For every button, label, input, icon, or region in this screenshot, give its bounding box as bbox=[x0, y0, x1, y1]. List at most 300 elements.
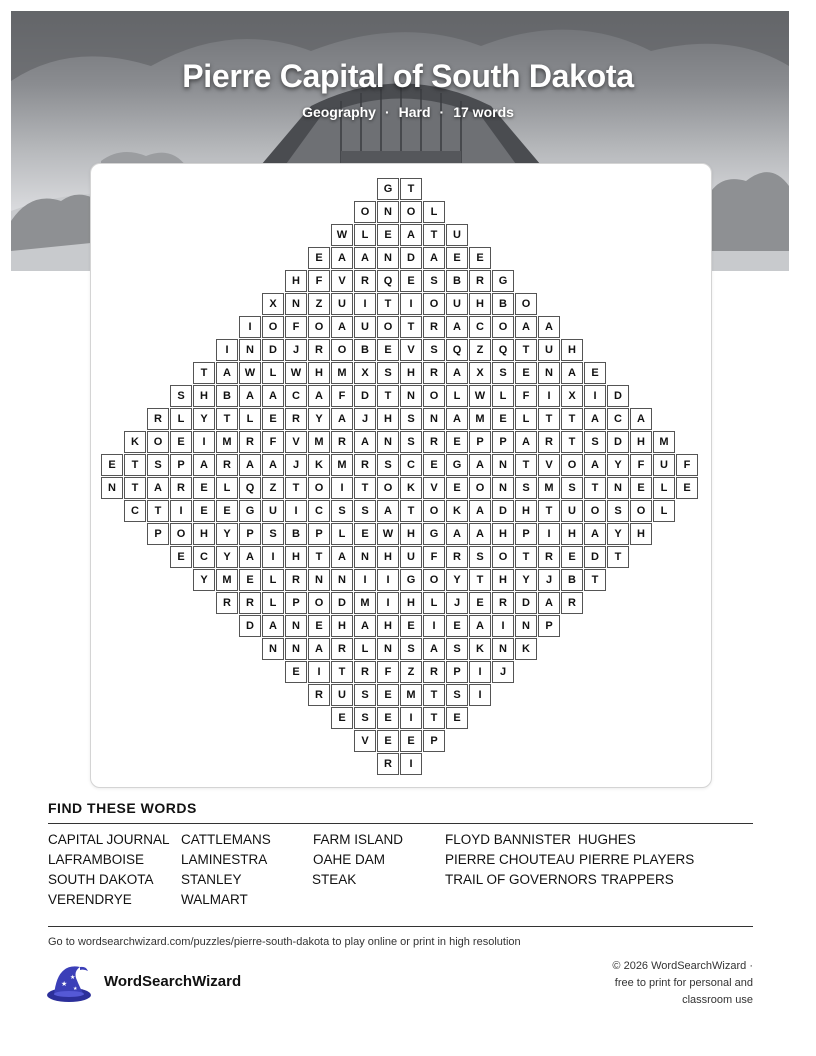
grid-cell[interactable]: O bbox=[354, 201, 376, 223]
grid-cell[interactable]: I bbox=[216, 339, 238, 361]
grid-cell[interactable]: Y bbox=[515, 569, 537, 591]
grid-cell[interactable]: S bbox=[400, 408, 422, 430]
grid-cell[interactable]: R bbox=[377, 753, 399, 775]
grid-cell[interactable]: S bbox=[561, 477, 583, 499]
grid-cell[interactable]: A bbox=[584, 408, 606, 430]
grid-cell[interactable]: A bbox=[469, 454, 491, 476]
grid-cell[interactable]: N bbox=[423, 408, 445, 430]
grid-cell[interactable]: Y bbox=[607, 523, 629, 545]
grid-cell[interactable]: X bbox=[262, 293, 284, 315]
grid-cell[interactable]: O bbox=[331, 339, 353, 361]
grid-cell[interactable]: E bbox=[584, 362, 606, 384]
grid-cell[interactable]: I bbox=[423, 615, 445, 637]
grid-cell[interactable]: A bbox=[469, 523, 491, 545]
grid-cell[interactable]: G bbox=[239, 500, 261, 522]
grid-cell[interactable]: S bbox=[423, 270, 445, 292]
grid-cell[interactable]: O bbox=[147, 431, 169, 453]
grid-cell[interactable]: H bbox=[515, 500, 537, 522]
grid-cell[interactable]: P bbox=[446, 661, 468, 683]
grid-cell[interactable]: N bbox=[492, 477, 514, 499]
grid-cell[interactable]: T bbox=[515, 454, 537, 476]
grid-cell[interactable]: R bbox=[354, 454, 376, 476]
grid-cell[interactable]: H bbox=[308, 362, 330, 384]
grid-cell[interactable]: I bbox=[262, 546, 284, 568]
grid-cell[interactable]: E bbox=[262, 408, 284, 430]
grid-cell[interactable]: Z bbox=[469, 339, 491, 361]
grid-cell[interactable]: E bbox=[423, 454, 445, 476]
grid-cell[interactable]: I bbox=[492, 615, 514, 637]
grid-cell[interactable]: F bbox=[515, 385, 537, 407]
grid-cell[interactable]: B bbox=[446, 270, 468, 292]
grid-cell[interactable]: X bbox=[469, 362, 491, 384]
grid-cell[interactable]: R bbox=[308, 339, 330, 361]
grid-cell[interactable]: H bbox=[630, 431, 652, 453]
grid-cell[interactable]: O bbox=[423, 569, 445, 591]
grid-cell[interactable]: Q bbox=[492, 339, 514, 361]
grid-cell[interactable]: D bbox=[607, 385, 629, 407]
grid-cell[interactable]: S bbox=[469, 546, 491, 568]
grid-cell[interactable]: E bbox=[446, 615, 468, 637]
grid-cell[interactable]: P bbox=[285, 592, 307, 614]
grid-cell[interactable]: N bbox=[101, 477, 123, 499]
grid-cell[interactable]: R bbox=[561, 592, 583, 614]
grid-cell[interactable]: N bbox=[515, 615, 537, 637]
grid-cell[interactable]: E bbox=[630, 477, 652, 499]
grid-cell[interactable]: G bbox=[400, 569, 422, 591]
grid-cell[interactable]: E bbox=[377, 730, 399, 752]
grid-cell[interactable]: I bbox=[331, 477, 353, 499]
grid-cell[interactable]: E bbox=[308, 615, 330, 637]
grid-cell[interactable]: A bbox=[331, 247, 353, 269]
grid-cell[interactable]: Q bbox=[377, 270, 399, 292]
grid-cell[interactable]: A bbox=[216, 362, 238, 384]
grid-cell[interactable]: T bbox=[561, 431, 583, 453]
grid-cell[interactable]: E bbox=[377, 339, 399, 361]
grid-cell[interactable]: T bbox=[423, 684, 445, 706]
grid-cell[interactable]: S bbox=[400, 431, 422, 453]
grid-cell[interactable]: N bbox=[377, 201, 399, 223]
grid-cell[interactable]: E bbox=[216, 500, 238, 522]
grid-cell[interactable]: E bbox=[308, 247, 330, 269]
grid-cell[interactable]: T bbox=[400, 316, 422, 338]
grid-cell[interactable]: E bbox=[400, 615, 422, 637]
grid-cell[interactable]: O bbox=[377, 477, 399, 499]
grid-cell[interactable]: U bbox=[400, 546, 422, 568]
grid-cell[interactable]: S bbox=[423, 339, 445, 361]
grid-cell[interactable]: S bbox=[492, 362, 514, 384]
grid-cell[interactable]: N bbox=[492, 454, 514, 476]
grid-cell[interactable]: Z bbox=[262, 477, 284, 499]
grid-cell[interactable]: R bbox=[538, 431, 560, 453]
grid-cell[interactable]: I bbox=[308, 661, 330, 683]
grid-cell[interactable]: N bbox=[538, 362, 560, 384]
grid-cell[interactable]: M bbox=[216, 569, 238, 591]
grid-cell[interactable]: E bbox=[469, 247, 491, 269]
grid-cell[interactable]: E bbox=[193, 477, 215, 499]
grid-cell[interactable]: U bbox=[561, 500, 583, 522]
grid-cell[interactable]: E bbox=[469, 592, 491, 614]
grid-cell[interactable]: A bbox=[515, 431, 537, 453]
grid-cell[interactable]: H bbox=[469, 293, 491, 315]
grid-cell[interactable]: T bbox=[538, 408, 560, 430]
grid-cell[interactable]: E bbox=[446, 707, 468, 729]
grid-cell[interactable]: J bbox=[538, 569, 560, 591]
grid-cell[interactable]: A bbox=[193, 454, 215, 476]
grid-cell[interactable]: M bbox=[400, 684, 422, 706]
grid-cell[interactable]: W bbox=[469, 385, 491, 407]
grid-cell[interactable]: M bbox=[538, 477, 560, 499]
grid-cell[interactable]: N bbox=[400, 385, 422, 407]
grid-cell[interactable]: S bbox=[515, 477, 537, 499]
grid-cell[interactable]: P bbox=[308, 523, 330, 545]
grid-cell[interactable]: K bbox=[400, 477, 422, 499]
grid-cell[interactable]: A bbox=[538, 316, 560, 338]
grid-cell[interactable]: S bbox=[377, 454, 399, 476]
grid-cell[interactable]: S bbox=[170, 385, 192, 407]
grid-cell[interactable]: E bbox=[377, 224, 399, 246]
grid-cell[interactable]: I bbox=[469, 661, 491, 683]
grid-cell[interactable]: O bbox=[423, 500, 445, 522]
grid-cell[interactable]: H bbox=[561, 523, 583, 545]
footer-link-text[interactable]: Go to wordsearchwizard.com/puzzles/pierre-south-dakota to play online or print in high resolution bbox=[48, 936, 521, 948]
grid-cell[interactable]: S bbox=[584, 431, 606, 453]
grid-cell[interactable]: T bbox=[193, 362, 215, 384]
grid-cell[interactable]: R bbox=[469, 270, 491, 292]
grid-cell[interactable]: A bbox=[239, 385, 261, 407]
grid-cell[interactable]: O bbox=[584, 500, 606, 522]
grid-cell[interactable]: S bbox=[446, 638, 468, 660]
grid-cell[interactable]: B bbox=[354, 339, 376, 361]
grid-cell[interactable]: R bbox=[285, 408, 307, 430]
grid-cell[interactable]: R bbox=[147, 408, 169, 430]
grid-cell[interactable]: A bbox=[147, 477, 169, 499]
grid-cell[interactable]: D bbox=[584, 546, 606, 568]
grid-cell[interactable]: H bbox=[492, 523, 514, 545]
grid-cell[interactable]: H bbox=[630, 523, 652, 545]
grid-cell[interactable]: I bbox=[377, 592, 399, 614]
grid-cell[interactable]: T bbox=[147, 500, 169, 522]
grid-cell[interactable]: F bbox=[676, 454, 698, 476]
grid-cell[interactable]: H bbox=[400, 523, 422, 545]
grid-cell[interactable]: T bbox=[124, 477, 146, 499]
grid-cell[interactable]: B bbox=[561, 569, 583, 591]
grid-cell[interactable]: A bbox=[331, 408, 353, 430]
grid-cell[interactable]: R bbox=[423, 362, 445, 384]
grid-cell[interactable]: C bbox=[124, 500, 146, 522]
grid-cell[interactable]: T bbox=[400, 178, 422, 200]
grid-cell[interactable]: A bbox=[423, 638, 445, 660]
grid-cell[interactable]: E bbox=[400, 730, 422, 752]
grid-cell[interactable]: V bbox=[423, 477, 445, 499]
grid-cell[interactable]: O bbox=[423, 385, 445, 407]
grid-cell[interactable]: E bbox=[400, 270, 422, 292]
grid-cell[interactable]: V bbox=[331, 270, 353, 292]
grid-cell[interactable]: R bbox=[423, 431, 445, 453]
grid-cell[interactable]: S bbox=[354, 500, 376, 522]
grid-cell[interactable]: T bbox=[216, 408, 238, 430]
grid-cell[interactable]: T bbox=[469, 569, 491, 591]
grid-cell[interactable]: E bbox=[446, 247, 468, 269]
grid-cell[interactable]: E bbox=[101, 454, 123, 476]
grid-cell[interactable]: A bbox=[239, 546, 261, 568]
grid-cell[interactable]: W bbox=[331, 224, 353, 246]
grid-cell[interactable]: L bbox=[423, 201, 445, 223]
grid-cell[interactable]: L bbox=[492, 385, 514, 407]
grid-cell[interactable]: E bbox=[354, 523, 376, 545]
grid-cell[interactable]: B bbox=[216, 385, 238, 407]
grid-cell[interactable]: Q bbox=[239, 477, 261, 499]
grid-cell[interactable]: T bbox=[354, 477, 376, 499]
grid-cell[interactable]: R bbox=[216, 592, 238, 614]
grid-cell[interactable]: K bbox=[515, 638, 537, 660]
grid-cell[interactable]: S bbox=[354, 684, 376, 706]
grid-cell[interactable]: R bbox=[331, 638, 353, 660]
grid-cell[interactable]: R bbox=[239, 592, 261, 614]
grid-cell[interactable]: H bbox=[377, 408, 399, 430]
grid-cell[interactable]: Y bbox=[216, 546, 238, 568]
grid-cell[interactable]: T bbox=[584, 477, 606, 499]
grid-cell[interactable]: R bbox=[538, 546, 560, 568]
grid-cell[interactable]: J bbox=[354, 408, 376, 430]
grid-cell[interactable]: I bbox=[354, 569, 376, 591]
grid-cell[interactable]: F bbox=[285, 316, 307, 338]
grid-cell[interactable]: N bbox=[262, 638, 284, 660]
grid-cell[interactable]: T bbox=[423, 707, 445, 729]
grid-cell[interactable]: U bbox=[331, 293, 353, 315]
grid-cell[interactable]: L bbox=[216, 477, 238, 499]
grid-cell[interactable]: W bbox=[239, 362, 261, 384]
grid-cell[interactable]: P bbox=[239, 523, 261, 545]
grid-cell[interactable]: L bbox=[653, 500, 675, 522]
grid-cell[interactable]: L bbox=[239, 408, 261, 430]
grid-cell[interactable]: U bbox=[446, 293, 468, 315]
grid-cell[interactable]: T bbox=[331, 661, 353, 683]
grid-cell[interactable]: E bbox=[446, 477, 468, 499]
grid-cell[interactable]: R bbox=[446, 546, 468, 568]
grid-cell[interactable]: V bbox=[285, 431, 307, 453]
grid-cell[interactable]: N bbox=[285, 638, 307, 660]
grid-cell[interactable]: S bbox=[331, 500, 353, 522]
grid-cell[interactable]: O bbox=[170, 523, 192, 545]
grid-cell[interactable]: C bbox=[469, 316, 491, 338]
grid-cell[interactable]: C bbox=[193, 546, 215, 568]
grid-cell[interactable]: R bbox=[354, 661, 376, 683]
grid-cell[interactable]: O bbox=[377, 316, 399, 338]
grid-cell[interactable]: E bbox=[561, 546, 583, 568]
grid-cell[interactable]: I bbox=[377, 569, 399, 591]
grid-cell[interactable]: J bbox=[446, 592, 468, 614]
grid-cell[interactable]: E bbox=[377, 707, 399, 729]
grid-cell[interactable]: M bbox=[331, 362, 353, 384]
grid-cell[interactable]: H bbox=[285, 270, 307, 292]
grid-cell[interactable]: L bbox=[354, 638, 376, 660]
grid-cell[interactable]: E bbox=[331, 707, 353, 729]
grid-cell[interactable]: U bbox=[262, 500, 284, 522]
grid-cell[interactable]: I bbox=[584, 385, 606, 407]
grid-cell[interactable]: Y bbox=[193, 408, 215, 430]
grid-cell[interactable]: P bbox=[170, 454, 192, 476]
grid-cell[interactable]: L bbox=[653, 477, 675, 499]
grid-cell[interactable]: N bbox=[377, 247, 399, 269]
grid-cell[interactable]: E bbox=[285, 661, 307, 683]
grid-cell[interactable]: Y bbox=[607, 454, 629, 476]
grid-cell[interactable]: C bbox=[400, 454, 422, 476]
grid-cell[interactable]: H bbox=[285, 546, 307, 568]
grid-cell[interactable]: D bbox=[400, 247, 422, 269]
grid-cell[interactable]: S bbox=[400, 638, 422, 660]
grid-cell[interactable]: O bbox=[492, 546, 514, 568]
grid-cell[interactable]: E bbox=[239, 569, 261, 591]
grid-cell[interactable]: Y bbox=[446, 569, 468, 591]
grid-cell[interactable]: P bbox=[492, 431, 514, 453]
grid-cell[interactable]: B bbox=[285, 523, 307, 545]
grid-cell[interactable]: C bbox=[607, 408, 629, 430]
grid-cell[interactable]: O bbox=[262, 316, 284, 338]
grid-cell[interactable]: K bbox=[308, 454, 330, 476]
grid-cell[interactable]: F bbox=[377, 661, 399, 683]
grid-cell[interactable]: D bbox=[354, 385, 376, 407]
grid-cell[interactable]: A bbox=[630, 408, 652, 430]
grid-cell[interactable]: S bbox=[262, 523, 284, 545]
grid-cell[interactable]: D bbox=[239, 615, 261, 637]
grid-cell[interactable]: Y bbox=[193, 569, 215, 591]
grid-cell[interactable]: V bbox=[538, 454, 560, 476]
grid-cell[interactable]: P bbox=[538, 615, 560, 637]
grid-cell[interactable]: T bbox=[515, 339, 537, 361]
grid-cell[interactable]: H bbox=[377, 615, 399, 637]
grid-cell[interactable]: K bbox=[124, 431, 146, 453]
grid-cell[interactable]: M bbox=[653, 431, 675, 453]
grid-cell[interactable]: A bbox=[262, 385, 284, 407]
grid-cell[interactable]: U bbox=[653, 454, 675, 476]
grid-cell[interactable]: I bbox=[538, 385, 560, 407]
grid-cell[interactable]: D bbox=[262, 339, 284, 361]
grid-cell[interactable]: F bbox=[262, 431, 284, 453]
grid-cell[interactable]: A bbox=[561, 362, 583, 384]
grid-cell[interactable]: L bbox=[170, 408, 192, 430]
grid-cell[interactable]: Y bbox=[308, 408, 330, 430]
grid-cell[interactable]: O bbox=[308, 592, 330, 614]
grid-cell[interactable]: A bbox=[469, 615, 491, 637]
grid-cell[interactable]: M bbox=[331, 454, 353, 476]
grid-cell[interactable]: A bbox=[262, 454, 284, 476]
grid-cell[interactable]: T bbox=[308, 546, 330, 568]
grid-cell[interactable]: L bbox=[331, 523, 353, 545]
grid-cell[interactable]: I bbox=[170, 500, 192, 522]
grid-cell[interactable]: G bbox=[446, 454, 468, 476]
grid-cell[interactable]: H bbox=[193, 385, 215, 407]
grid-cell[interactable]: T bbox=[538, 500, 560, 522]
grid-cell[interactable]: T bbox=[400, 500, 422, 522]
grid-cell[interactable]: M bbox=[354, 592, 376, 614]
grid-cell[interactable]: T bbox=[423, 224, 445, 246]
grid-cell[interactable]: F bbox=[630, 454, 652, 476]
grid-cell[interactable]: O bbox=[515, 293, 537, 315]
grid-cell[interactable]: A bbox=[538, 592, 560, 614]
grid-cell[interactable]: A bbox=[446, 362, 468, 384]
grid-cell[interactable]: P bbox=[469, 431, 491, 453]
grid-cell[interactable]: X bbox=[561, 385, 583, 407]
grid-cell[interactable]: T bbox=[607, 546, 629, 568]
grid-cell[interactable]: N bbox=[285, 615, 307, 637]
grid-cell[interactable]: T bbox=[515, 546, 537, 568]
grid-cell[interactable]: I bbox=[400, 293, 422, 315]
grid-cell[interactable]: R bbox=[239, 431, 261, 453]
grid-cell[interactable]: N bbox=[285, 293, 307, 315]
grid-cell[interactable]: I bbox=[193, 431, 215, 453]
grid-cell[interactable]: S bbox=[446, 684, 468, 706]
grid-cell[interactable]: S bbox=[354, 707, 376, 729]
grid-cell[interactable]: N bbox=[492, 638, 514, 660]
grid-cell[interactable]: A bbox=[377, 500, 399, 522]
grid-cell[interactable]: E bbox=[492, 408, 514, 430]
grid-cell[interactable]: A bbox=[400, 224, 422, 246]
grid-cell[interactable]: V bbox=[354, 730, 376, 752]
grid-cell[interactable]: R bbox=[354, 270, 376, 292]
grid-cell[interactable]: L bbox=[446, 385, 468, 407]
grid-cell[interactable]: N bbox=[331, 569, 353, 591]
grid-cell[interactable]: D bbox=[331, 592, 353, 614]
grid-cell[interactable]: K bbox=[446, 500, 468, 522]
grid-cell[interactable]: T bbox=[561, 408, 583, 430]
grid-cell[interactable]: A bbox=[584, 454, 606, 476]
grid-cell[interactable]: A bbox=[262, 615, 284, 637]
grid-cell[interactable]: I bbox=[285, 500, 307, 522]
grid-cell[interactable]: L bbox=[423, 592, 445, 614]
grid-cell[interactable]: R bbox=[285, 569, 307, 591]
grid-cell[interactable]: A bbox=[354, 247, 376, 269]
grid-cell[interactable]: H bbox=[193, 523, 215, 545]
grid-cell[interactable]: M bbox=[308, 431, 330, 453]
grid-cell[interactable]: W bbox=[377, 523, 399, 545]
grid-cell[interactable]: O bbox=[561, 454, 583, 476]
grid-cell[interactable]: I bbox=[400, 753, 422, 775]
grid-cell[interactable]: D bbox=[607, 431, 629, 453]
grid-cell[interactable]: T bbox=[377, 293, 399, 315]
grid-cell[interactable]: L bbox=[262, 592, 284, 614]
grid-cell[interactable]: R bbox=[423, 661, 445, 683]
grid-cell[interactable]: K bbox=[469, 638, 491, 660]
grid-cell[interactable]: W bbox=[285, 362, 307, 384]
grid-cell[interactable]: A bbox=[354, 615, 376, 637]
grid-cell[interactable]: H bbox=[331, 615, 353, 637]
grid-cell[interactable]: F bbox=[423, 546, 445, 568]
grid-cell[interactable]: V bbox=[400, 339, 422, 361]
grid-cell[interactable]: R bbox=[308, 684, 330, 706]
grid-cell[interactable]: C bbox=[285, 385, 307, 407]
grid-cell[interactable]: F bbox=[331, 385, 353, 407]
grid-cell[interactable]: G bbox=[423, 523, 445, 545]
grid-cell[interactable]: A bbox=[354, 431, 376, 453]
grid-cell[interactable]: B bbox=[492, 293, 514, 315]
grid-cell[interactable]: U bbox=[446, 224, 468, 246]
grid-cell[interactable]: E bbox=[170, 431, 192, 453]
grid-cell[interactable]: Y bbox=[216, 523, 238, 545]
grid-cell[interactable]: A bbox=[308, 385, 330, 407]
grid-cell[interactable]: I bbox=[400, 707, 422, 729]
grid-cell[interactable]: A bbox=[423, 247, 445, 269]
grid-cell[interactable]: N bbox=[354, 546, 376, 568]
grid-cell[interactable]: H bbox=[400, 592, 422, 614]
grid-cell[interactable]: O bbox=[630, 500, 652, 522]
grid-cell[interactable]: L bbox=[354, 224, 376, 246]
grid-cell[interactable]: R bbox=[170, 477, 192, 499]
grid-cell[interactable]: R bbox=[216, 454, 238, 476]
grid-cell[interactable]: T bbox=[377, 385, 399, 407]
grid-cell[interactable]: A bbox=[446, 316, 468, 338]
grid-cell[interactable]: P bbox=[515, 523, 537, 545]
grid-cell[interactable]: U bbox=[331, 684, 353, 706]
